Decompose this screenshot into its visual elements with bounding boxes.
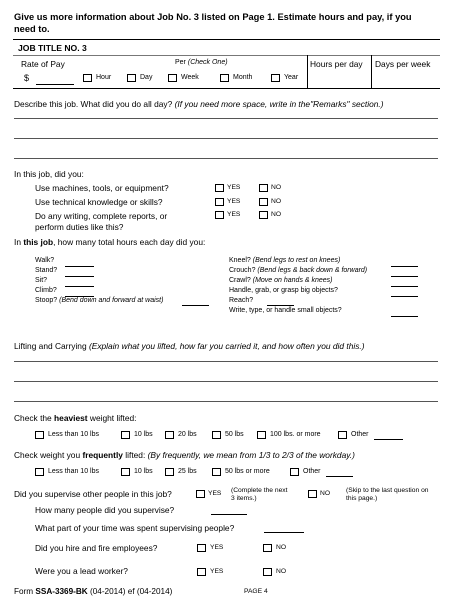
technical-no-checkbox[interactable]	[259, 198, 268, 206]
heaviest-10-label: 10 lbs	[134, 431, 153, 438]
rate-of-pay-label: Rate of Pay	[21, 59, 65, 69]
machines-yes-checkbox[interactable]	[215, 184, 224, 192]
intro-line-1: Give us more information about Job No. 3 listed on Page 1. Estimate hours and pay, if you	[14, 12, 412, 22]
hours-kneel-input[interactable]	[391, 266, 418, 267]
question-writing-1: Do any writing, complete reports, or	[35, 211, 168, 221]
form-number: Form SSA-3369-BK (04-2014) ef (04-2014)	[14, 587, 173, 596]
hours-sit-label: Sit?	[35, 277, 48, 284]
hours-stand-label: Stand?	[35, 267, 58, 274]
frequent-other-checkbox[interactable]	[290, 468, 299, 476]
hours-stoop-label: Stoop? (Bend down and forward at waist)	[35, 297, 164, 304]
in-this-job-label: In this job, did you:	[14, 169, 84, 179]
checkbox-week[interactable]	[168, 74, 177, 82]
rate-of-pay-input[interactable]	[36, 84, 74, 85]
heaviest-20-checkbox[interactable]	[165, 431, 174, 439]
how-many-label: How many people did you supervise?	[35, 505, 175, 515]
hire-fire-no-label: NO	[276, 544, 287, 551]
supervise-question: Did you supervise other people in this job?	[14, 489, 172, 499]
technical-no-label: NO	[271, 198, 282, 205]
hours-crouch-input[interactable]	[391, 276, 418, 277]
lifting-label: Lifting and Carrying (Explain what you lifted, how far you carried it, and how often you did this.)	[14, 341, 365, 351]
heaviest-less-than-10-label: Less than 10 lbs	[48, 431, 99, 438]
what-part-input[interactable]	[264, 532, 304, 533]
frequent-less-than-10-checkbox[interactable]	[35, 468, 44, 476]
supervise-no-note-1: (Skip to the last question on	[346, 487, 429, 494]
option-hour: Hour	[96, 74, 112, 81]
heaviest-other-checkbox[interactable]	[338, 431, 347, 439]
how-many-input[interactable]	[211, 514, 247, 515]
describe-line-2[interactable]	[14, 138, 438, 139]
page-number: PAGE 4	[244, 588, 268, 595]
heaviest-20-label: 20 lbs	[178, 431, 197, 438]
hours-grasp-label: Handle, grab, or grasp big objects?	[229, 287, 338, 294]
supervise-yes-note-1: (Complete the next	[231, 487, 288, 494]
writing-yes-label: YES	[227, 211, 241, 218]
option-month: Month	[233, 74, 253, 81]
job-title-label: JOB TITLE NO. 3	[18, 43, 87, 53]
lifting-line-3[interactable]	[14, 401, 438, 402]
hours-stand-input[interactable]	[65, 276, 94, 277]
checkbox-year[interactable]	[271, 74, 280, 82]
writing-no-label: NO	[271, 211, 282, 218]
hours-crawl-input[interactable]	[391, 286, 418, 287]
writing-no-checkbox[interactable]	[259, 211, 268, 219]
supervise-no-note-2: this page.)	[346, 495, 378, 502]
lead-worker-no-checkbox[interactable]	[263, 568, 272, 576]
lifting-line-2[interactable]	[14, 381, 438, 382]
lifting-line-1[interactable]	[14, 361, 438, 362]
lead-worker-yes-label: YES	[210, 568, 224, 575]
frequent-50-checkbox[interactable]	[212, 468, 221, 476]
hours-stoop-input[interactable]	[182, 305, 209, 306]
frequent-less-than-10-label: Less than 10 lbs	[48, 468, 99, 475]
machines-no-label: NO	[271, 184, 282, 191]
hours-small-objects-input[interactable]	[391, 316, 418, 317]
frequently-label: Check weight you frequently lifted: (By frequently, we mean from 1/3 to 2/3 of the workday.)	[14, 450, 355, 460]
frequent-10-label: 10 lbs	[134, 468, 153, 475]
machines-no-checkbox[interactable]	[259, 184, 268, 192]
describe-line-1[interactable]	[14, 118, 438, 119]
per-label: Per (Check One)	[175, 59, 228, 66]
machines-yes-label: YES	[227, 184, 241, 191]
heaviest-10-checkbox[interactable]	[121, 431, 130, 439]
frequent-25-label: 25 lbs	[178, 468, 197, 475]
hours-kneel-label: Kneel? (Bend legs to rest on knees)	[229, 257, 341, 264]
hours-crawl-label: Crawl? (Move on hands & knees)	[229, 277, 333, 284]
frequent-50-label: 50 lbs or more	[225, 468, 270, 475]
supervise-yes-checkbox[interactable]	[196, 490, 205, 498]
checkbox-day[interactable]	[127, 74, 136, 82]
lead-worker-yes-checkbox[interactable]	[197, 568, 206, 576]
lead-worker-no-label: NO	[276, 568, 287, 575]
describe-prompt: Describe this job. What did you do all day? (If you need more space, write in the"Remarks" section.)	[14, 99, 384, 109]
supervise-yes-label: YES	[208, 490, 222, 497]
hire-fire-label: Did you hire and fire employees?	[35, 543, 158, 553]
option-week: Week	[181, 74, 199, 81]
intro-line-2: need to.	[14, 24, 50, 34]
technical-yes-checkbox[interactable]	[215, 198, 224, 206]
heaviest-50-label: 50 lbs	[225, 431, 244, 438]
question-writing-2: perform duties like this?	[35, 222, 124, 232]
days-per-week-header: Days per week	[375, 59, 431, 69]
frequent-25-checkbox[interactable]	[165, 468, 174, 476]
option-day: Day	[140, 74, 153, 81]
heaviest-50-checkbox[interactable]	[212, 431, 221, 439]
hours-per-day-header: Hours per day	[310, 59, 363, 69]
hours-small-objects-label: Write, type, or handle small objects?	[229, 307, 342, 314]
option-year: Year	[284, 74, 299, 81]
heaviest-100-checkbox[interactable]	[257, 431, 266, 439]
hire-fire-yes-checkbox[interactable]	[197, 544, 206, 552]
dollar-sign: $	[24, 73, 30, 83]
frequent-other-input[interactable]	[326, 476, 353, 477]
hours-walk-label: Walk?	[35, 257, 55, 264]
hire-fire-yes-label: YES	[210, 544, 224, 551]
hours-reach-label: Reach?	[229, 297, 254, 304]
question-technical: Use technical knowledge or skills?	[35, 197, 163, 207]
hours-sit-input[interactable]	[65, 286, 94, 287]
hire-fire-no-checkbox[interactable]	[263, 544, 272, 552]
heaviest-label: Check the heaviest weight lifted:	[14, 413, 137, 423]
lead-worker-label: Were you a lead worker?	[35, 566, 128, 576]
hours-heading: In this job, how many total hours each day did you:	[14, 237, 206, 247]
technical-yes-label: YES	[227, 198, 241, 205]
hours-reach-input[interactable]	[267, 305, 294, 306]
heaviest-other-label: Other	[351, 431, 369, 438]
question-machines: Use machines, tools, or equipment?	[35, 183, 169, 193]
hours-walk-input[interactable]	[65, 266, 94, 267]
writing-yes-checkbox[interactable]	[215, 211, 224, 219]
describe-line-3[interactable]	[14, 158, 438, 159]
heaviest-other-input[interactable]	[374, 439, 403, 440]
supervise-no-label: NO	[320, 490, 331, 497]
hours-grasp-input[interactable]	[391, 296, 418, 297]
heaviest-100-label: 100 lbs. or more	[270, 431, 321, 438]
checkbox-hour[interactable]	[83, 74, 92, 82]
checkbox-month[interactable]	[220, 74, 229, 82]
supervise-no-checkbox[interactable]	[308, 490, 317, 498]
hours-crouch-label: Crouch? (Bend legs & back down & forward)	[229, 267, 368, 274]
frequent-10-checkbox[interactable]	[121, 468, 130, 476]
hours-climb-label: Climb?	[35, 287, 57, 294]
what-part-label: What part of your time was spent supervising people?	[35, 523, 235, 533]
frequent-other-label: Other	[303, 468, 321, 475]
heaviest-less-than-10-checkbox[interactable]	[35, 431, 44, 439]
supervise-yes-note-2: 3 items.)	[231, 495, 257, 502]
